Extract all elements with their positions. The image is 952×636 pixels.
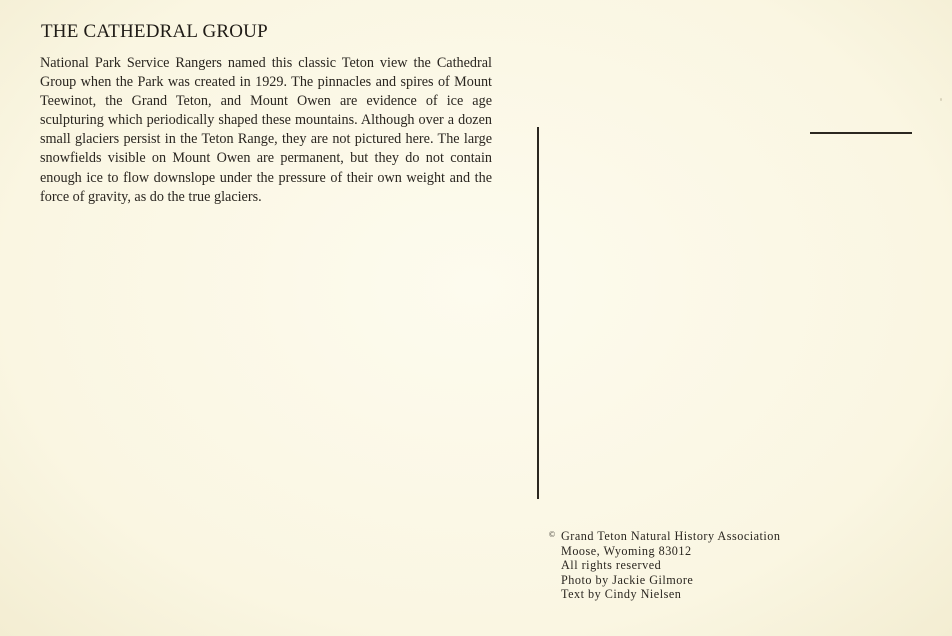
- credits-block: [549, 529, 780, 602]
- copyright-symbol: ©: [549, 530, 556, 539]
- credits-photo: Photo by Jackie Gilmore: [561, 572, 694, 587]
- center-divider-line: [537, 127, 539, 499]
- card-description: National Park Service Rangers named this classic Teton view the Cathedral Group when the Park was created in 1929. The pinnacles and spires of Mount Teewinot, the Grand Teton, and Mount Owen are evidence of ice age sculpturing which periodically shaped these mountains. Although over a dozen small glaciers persist in the Teton Range, they are not pictured here. The large snowfields visible on Mount Owen are permanent, but they do not contain enough ice to flow downslope under the pressure of their own weight and the force of gravity, as do the true glaciers.: [40, 55, 492, 205]
- credits-publisher: Grand Teton Natural History Association: [561, 529, 781, 543]
- card-title: THE CATHEDRAL GROUP: [41, 21, 268, 42]
- paper-speck: [940, 98, 942, 101]
- credits-rights: All rights reserved: [561, 558, 662, 573]
- credits-address: Moose, Wyoming 83012: [561, 543, 692, 558]
- credits-text: Text by Cindy Nielsen: [561, 587, 682, 602]
- address-line: [810, 132, 912, 134]
